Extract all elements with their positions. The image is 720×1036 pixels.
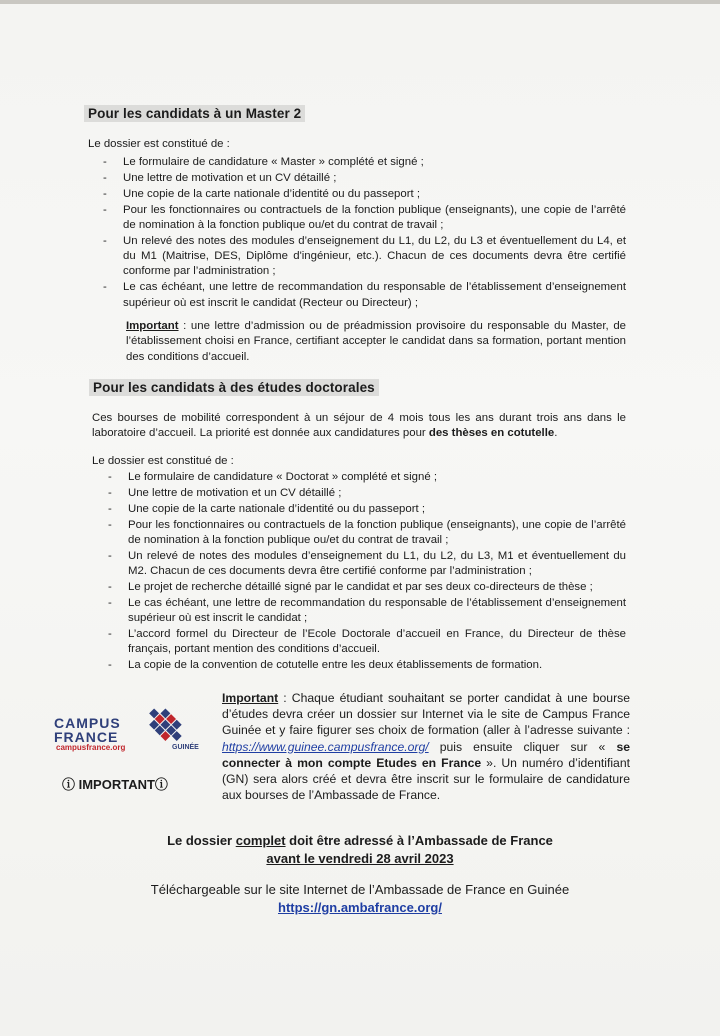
list-item: - Une lettre de motivation et un CV détaillé ; [103, 171, 337, 184]
doctoral-requirements-list [108, 470, 626, 674]
master-heading: Pour les candidats à un Master 2 [84, 105, 305, 122]
campus-france-logo [54, 707, 204, 757]
campusfrance-link[interactable]: https://www.guinee.campusfrance.org/ [222, 739, 429, 754]
deadline-notice: Le dossier complet doit être adressé à l’Ambassade de France avant le vendredi 28 avril 2023 [0, 832, 720, 868]
master-requirements-list [103, 155, 626, 312]
doctoral-heading: Pour les candidats à des études doctorales [89, 379, 379, 396]
list-item: - Le cas échéant, une lettre de recommandation du responsable de l’établissement d’enseignement supérieur où est inscrit le candidat ; [108, 596, 626, 625]
master-intro: Le dossier est constitué de : [88, 138, 230, 150]
document-page [0, 4, 720, 1036]
important-block: Important : Chaque étudiant souhaitant se porter candidat à une bourse d’études devra créer un dossier sur Internet via le site de Campus France Guinée et y faire figurer ses choix de formation (aller à l’adresse suivante : https://www.guinee.campusfrance.org/ puis ensuite cliquer sur « se connecter à mon compte Etudes en France ». Un numéro d’identifiant (GN) sera alors créé et devra être inscrit sur le formulaire de candidature aux bourses de l’Ambassade de France. [222, 691, 630, 803]
list-item: - Le projet de recherche détaillé signé par le candidat et par ses deux co-directeurs de thèse ; [108, 581, 593, 594]
list-item: - Un relevé des notes des modules d’enseignement du L1, du L2, du L3 et éventuellement du L4, et du M1 (Maitrise, DES, Diplôme d'ingénieur, etc.). Chacun de ces documents devra être certifié conforme par l’administration ; [103, 234, 626, 278]
list-item: - Le cas échéant, une lettre de recommandation du responsable de l’établissement d’enseignement supérieur où est inscrit le candidat (Recteur ou Directeur) ; [103, 281, 626, 309]
logo-mosaic-icon [124, 707, 204, 741]
list-item: - Une lettre de motivation et un CV détaillé ; [108, 486, 342, 499]
deadline-date: avant le vendredi 28 avril 2023 [266, 851, 454, 866]
list-item: - Pour les fonctionnaires ou contractuels de la fonction publique (enseignants), une copie de l’arrêté de nomination à la fonction publique ou/et du contrat de travail ; [103, 203, 626, 231]
master-important-note: Important : une lettre d’admission ou de préadmission provisoire du responsable du Master, de l’établissement choisi en France, certifiant accepter le candidat dans sa formation, portant mention des conditions d’accueil. [126, 320, 626, 363]
logo-wordmark: CAMPUS FRANCE [54, 715, 121, 745]
logo-country: GUINÉE [172, 744, 199, 751]
list-item: - Un relevé de notes des modules d’enseignement du L1, du L2, du L3, M1 et éventuellement du M2. Chacun de ces documents devra être certifié conforme par l’administration ; [108, 549, 626, 578]
doctoral-intro: Le dossier est constitué de : [92, 455, 234, 467]
logo-url: campusfrance.org [56, 743, 126, 752]
doctoral-paragraph: Ces bourses de mobilité correspondent à un séjour de 4 mois tous les ans durant trois ans dans le laboratoire d’accueil. La priorité est donnée aux candidatures pour des thèses en cotutelle. [92, 412, 626, 440]
list-item: - Le formulaire de candidature « Doctorat » complété et signé ; [108, 471, 437, 483]
list-item: - La copie de la convention de cotutelle entre les deux établissements de formation. [108, 659, 543, 672]
list-item: - Une copie de la carte nationale d’identité ou du passeport ; [108, 502, 425, 515]
important-badge: ⓘ IMPORTANTⓘ [62, 777, 168, 792]
download-notice: Téléchargeable sur le site Internet de l’Ambassade de France en Guinée https://gn.ambafrance.org/ [150, 882, 570, 915]
list-item: - L’accord formel du Directeur de l’Ecole Doctorale d’accueil en France, du Directeur de thèse français, portant mention des conditions d’accueil. [108, 628, 626, 656]
list-item: - Pour les fonctionnaires ou contractuels de la fonction publique (enseignants), une copie de l’arrêté de nomination à la fonction publique ou/et du contrat de travail ; [108, 518, 626, 546]
list-item: - Le formulaire de candidature « Master » complété et signé ; [103, 156, 424, 168]
list-item: - Une copie de la carte nationale d’identité ou du passeport ; [103, 187, 420, 200]
ambassade-link[interactable]: https://gn.ambafrance.org/ [278, 900, 442, 915]
